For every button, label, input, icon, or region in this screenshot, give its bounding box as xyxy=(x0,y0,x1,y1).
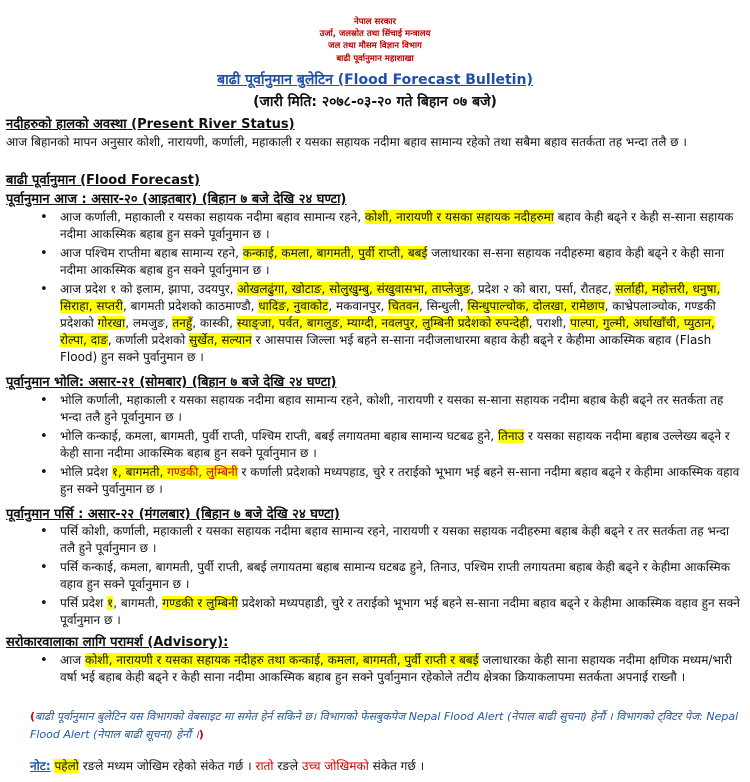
note-label: नोट: xyxy=(30,759,51,773)
highlight-moderate-risk: कोशी, नारायणी र यसका सहायक नदीहरुमा xyxy=(364,210,554,224)
forecast-dayafter-heading: पूर्वानुमान पर्सि : असार-२२ (मंगलबार) (बिहान ७ बजे देखि २४ घण्टा) xyxy=(6,507,340,522)
forecast-dayafter-list xyxy=(38,523,740,631)
color-legend-note: नोट: पहेलो रङले मध्यम जोखिम रहेको संकेत गर्छ । रातो रङले उच्च जोखिमको संकेत गर्छ । xyxy=(30,759,425,773)
org-line-division: बाढी पूर्वानुमान महाशाखा xyxy=(336,54,414,64)
present-river-status-heading: नदीहरुको हालको अवस्था (Present River Status) xyxy=(6,117,295,132)
highlight-moderate-risk: पाल्पा, गुल्मी, अर्घाखाँची, प्युठान, रोल्पा, दाङ xyxy=(60,316,715,347)
forecast-tomorrow-heading: पूर्वानुमान भोलि: असार-२१ (सोमबार) (बिहान ७ बजे देखि २४ घण्टा) xyxy=(6,375,337,390)
highlight-moderate-risk: कन्काई, कमला, बागमती, पुर्वी राप्ती, बबई xyxy=(242,246,428,260)
org-line-government: नेपाल सरकार xyxy=(354,17,396,27)
highlight-moderate-risk: तिनाउ xyxy=(497,429,525,443)
org-line-department: जल तथा मौसम विज्ञान विभाग xyxy=(328,41,422,51)
forecast-today-list xyxy=(38,209,740,368)
highlight-moderate-risk: सर्लाही, महोत्तरी, धनुषा, सिराहा, सप्तरी xyxy=(60,282,721,313)
legend-red-label: रातो xyxy=(255,759,274,773)
highlight-moderate-risk: सिन्धुपाल्चोक, दोलखा, रामेछाप xyxy=(467,299,605,313)
forecast-dayafter-item: • पर्सि प्रदेश १, बागमती, गण्डकी र लुम्बिनी प्रदेशको मध्यपहाडी, चुरे र तराईको भूभाग भई बहने स-साना नदीमा बहाव बढ्ने र केहीमा आकस्मिक वहाव हुन सक्ने पूर्वानुमान छ । xyxy=(38,595,740,629)
forecast-tomorrow-item: • भोलि प्रदेश १, बागमती, गण्डकी, लुम्बिनी र कर्णाली प्रदेशको मध्यपहाड, चुरे र तराईको भूभाग भई बहने स-साना नदीमा बहाव बढ्ने र केहीमा आकस्मिक वहाव हुन सक्ने पुर्वानुमान छ । xyxy=(38,464,740,498)
legend-yellow-label: पहेलो xyxy=(54,759,79,773)
advisory-list xyxy=(38,652,740,688)
forecast-today-item: • आज प्रदेश १ को इलाम, झापा, उदयपुर, ओखलढुंगा, खोटाङ, सोलुखुम्बु, संखुवासभा, ताप्लेजुङ, प्रदेश २ को बारा, पर्सा, रौतहट, सर्लाही, महोत्तरी, धनुषा, सिराहा, सप्तरी, बागमती प्रदेशको काठमाण्डौ, धादिङ, नुवाकोट, मकवानपुर, चितवन, सिन्धुली, सिन्धुपाल्चोक, दोलखा, रामेछाप, काभ्रेपलाञ्चोक, गण्डकी प्रदेशको गोरखा, लमजुङ, तनहुँ, कास्की, स्याङ्जा, पर्वत, बागलुङ, म्याग्दी, नवलपुर, लुम्बिनी प्रदेशको रुपन्देही, पराशी, पाल्पा, गुल्मी, अर्घाखाँची, प्युठान, रोल्पा, दाङ, कर्णाली प्रदेशको सुर्खेत, सल्यान र आसपास जिल्ला भई बहने स-साना नदीजलाधारमा बहाव केही बढ्ने र केहीमा आकस्मिक बहाव (Flash Flood) हुन सक्ने पुर्वानुमान छ । xyxy=(38,281,740,366)
forecast-today-item: • आज कर्णाली, महाकाली र यसका सहायक नदीमा बहाव सामान्य रहने, कोशी, नारायणी र यसका सहायक नदीहरुमा बहाव केही बढ्ने र केही स-साना सहायक नदीमा आकस्मिक बहाब हुन सक्ने पूर्वानुमान छ । xyxy=(38,209,740,243)
highlight-moderate-risk: तनहुँ xyxy=(172,316,193,330)
present-river-status-text: आज बिहानको मापन अनुसार कोशी, नारायणी, कर्णाली, महाकाली र यसका सहायक नदीमा बहाव सामान्य रहेको तथा सबैमा बहाव सतर्कता तह भन्दा तलै छ । xyxy=(6,135,687,149)
bulletin-title: बाढी पूर्वानुमान बुलेटिन (Flood Forecast Bulletin) xyxy=(217,72,533,88)
highlight-moderate-risk: कोशी, नारायणी र यसका सहायक नदीहरु तथा कन्काई, कमला, बागमती, पुर्वी राप्ती र बबई xyxy=(84,653,479,667)
forecast-today-item: • आज पश्चिम राप्तीमा बहाब सामान्य रहने, कन्काई, कमला, बागमती, पुर्वी राप्ती, बबई जलाधारका स-सना सहायक नदीहरुमा बहाव केही बढ्ने र केही साना नदीमा आकस्मिक बहाब हुन सक्ने पूर्वानुमान छ । xyxy=(38,245,740,279)
highlight-moderate-risk: गण्डकी र लुम्बिनी xyxy=(162,596,238,610)
highlight-moderate-risk: ओखलढुंगा, खोटाङ, सोलुखुम्बु, संखुवासभा, ताप्लेजुङ xyxy=(237,282,471,296)
forecast-dayafter-item: • पर्सि कोशी, कर्णाली, महाकाली र यसका सहायक नदीमा बहाव सामान्य रहने, नारायणी र यसका सहायक नदीहरुमा बहाब केही बढ्ने र तर सतर्कता तह भन्दा तलै हुने पूर्वानुमान छ । xyxy=(38,523,740,557)
advisory-item: • आज कोशी, नारायणी र यसका सहायक नदीहरु तथा कन्काई, कमला, बागमती, पुर्वी राप्ती र बबई जलाधारका केही साना सहायक नदीमा क्षणिक मध्यम/भारी वर्षा भई बहाब केही बढ्ने र केही साना नदीमा आकस्मिक बहाब हुन सक्ने पुर्वानुमान रहेकोले तटीय क्षेत्रका क्रियाकलापमा सतर्कता अपनाई राख्नौ । xyxy=(38,652,740,686)
org-line-ministry: उर्जा, जलस्रोत तथा सिंचाई मन्त्रालय xyxy=(319,29,431,39)
highlight-high-risk: गण्डकी, लुम्बिनी xyxy=(167,465,238,479)
highlight-moderate-risk: चितवन xyxy=(388,299,420,313)
forecast-tomorrow-item: • भोलि कर्णाली, महाकाली र यसका सहायक नदीमा बहाव सामान्य रहने, कोशी, नारायणी र यसका स-साना सहायक नदीमा बहाब केही बढ्ने तर सतर्कता तह भन्दा तलै हुने पूर्वानुमान छ । xyxy=(38,392,740,426)
advisory-heading: सरोकारवालाका लागि परामर्श (Advisory): xyxy=(6,635,229,650)
forecast-dayafter-item: • पर्सि कन्काई, कमला, बागमती, पुर्वी राप्ती, बबई लगायतमा बहाब सामान्य घटबढ हुने, तिनाउ, पश्चिम राप्ती लगायतमा बहाब केही बढ्ने र केहीमा आकस्मिक वहाव हुन सक्ने पूर्वानुमान छ । xyxy=(38,559,740,593)
legend-high-risk-label: उच्च जोखिमको xyxy=(301,759,369,773)
flood-forecast-heading: बाढी पूर्वानुमान (Flood Forecast) xyxy=(6,173,200,188)
highlight-moderate-risk: १, बागमती, xyxy=(111,465,168,479)
forecast-tomorrow-list xyxy=(38,392,740,500)
forecast-tomorrow-item: • भोलि कन्काई, कमला, बागमती, पुर्वी राप्ती, पश्चिम राप्ती, बबई लगायतमा बहाब सामान्य घटबढ हुने, तिनाउ र यसका सहायक नदीमा बहाब उल्लेख्य बढ्ने र केही साना नदीमा आकस्मिक बहाब हुन सक्ने पूर्वानुमान छ । xyxy=(38,428,740,462)
forecast-today-heading: पूर्वानुमान आज : असार-२० (आइतबार) (बिहान ७ बजे देखि २४ घण्टा) xyxy=(6,192,347,207)
highlight-moderate-risk: सुर्खेत, सल्यान xyxy=(189,333,252,347)
highlight-moderate-risk: स्याङ्जा, पर्वत, बागलुङ, म्याग्दी, नवलपुर, लुम्बिनी प्रदेशको रुपन्देही xyxy=(236,316,529,330)
issue-date: (जारी मिति: २०७८-०३-२० गते बिहान ०७ बजे) xyxy=(253,94,497,110)
highlight-moderate-risk: गोरखा xyxy=(97,316,126,330)
highlight-moderate-risk: धादिङ, नुवाकोट xyxy=(258,299,329,313)
footer-website-notice: (बाढी पूर्वानुमान बुलेटिन यस विभागको वेबसाइट मा समेत हेर्न सकिने छ। विभागको फेसबुकपेज Nepal Flood Alert (नेपाल बाढी सुचना) हेर्नौ । विभागको ट्विटर पेज: Nepal Flood Alert (नेपाल बाढी सूचना) हेर्नौ ।) xyxy=(30,710,739,741)
highlight-moderate-risk: १ xyxy=(107,596,114,610)
